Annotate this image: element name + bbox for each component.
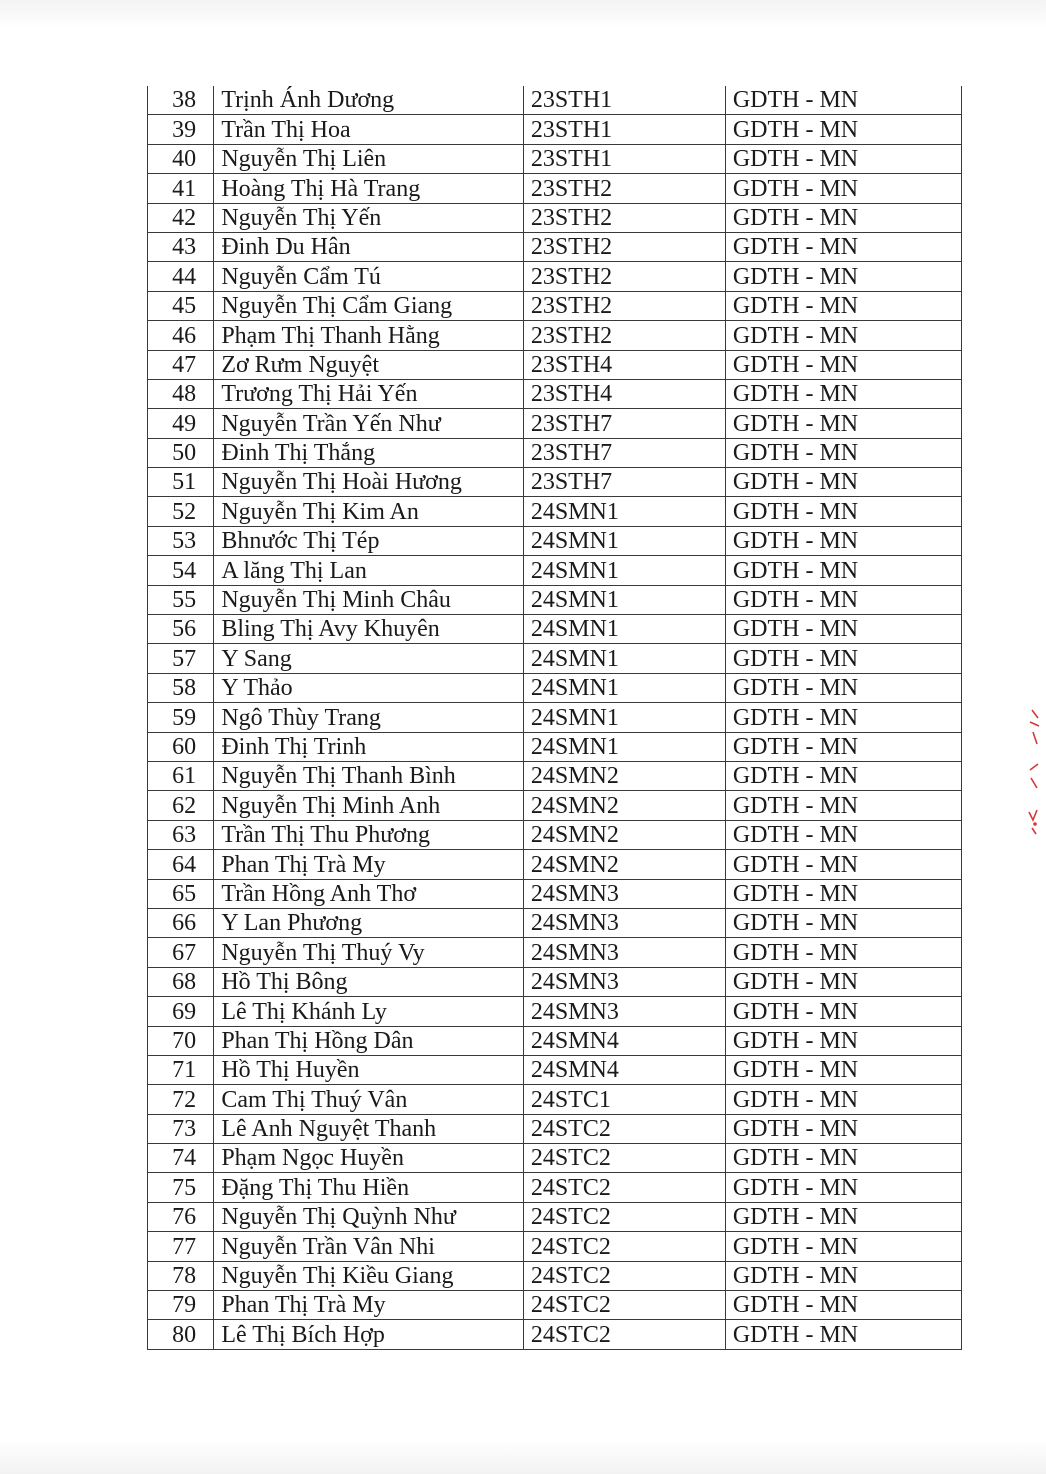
table-row bbox=[148, 879, 962, 908]
class-code: 23STH1 bbox=[523, 86, 725, 115]
row-number: 48 bbox=[148, 379, 214, 408]
faculty-code: GDTH - MN bbox=[725, 1144, 961, 1173]
class-code: 24STC2 bbox=[523, 1144, 725, 1173]
table-row bbox=[148, 409, 962, 438]
row-number: 57 bbox=[148, 644, 214, 673]
student-name: Đinh Thị Thắng bbox=[214, 438, 524, 467]
table-row bbox=[148, 967, 962, 996]
row-number: 67 bbox=[148, 938, 214, 967]
student-name: Đinh Du Hân bbox=[214, 232, 524, 261]
student-name: Lê Thị Bích Hợp bbox=[214, 1320, 524, 1349]
class-code: 24SMN2 bbox=[523, 820, 725, 849]
class-code: 23STH2 bbox=[523, 232, 725, 261]
row-number: 66 bbox=[148, 908, 214, 937]
student-name: Nguyễn Thị Cẩm Giang bbox=[214, 291, 524, 320]
table-row bbox=[148, 1144, 962, 1173]
row-number: 60 bbox=[148, 732, 214, 761]
class-code: 24SMN1 bbox=[523, 615, 725, 644]
student-name: Trịnh Ánh Dương bbox=[214, 86, 524, 115]
student-name: Hồ Thị Huyền bbox=[214, 1055, 524, 1084]
table-row bbox=[148, 203, 962, 232]
faculty-code: GDTH - MN bbox=[725, 1232, 961, 1261]
student-name: Bling Thị Avy Khuyên bbox=[214, 615, 524, 644]
row-number: 76 bbox=[148, 1202, 214, 1231]
student-name: Y Sang bbox=[214, 644, 524, 673]
class-code: 23STH7 bbox=[523, 468, 725, 497]
class-code: 24SMN2 bbox=[523, 761, 725, 790]
row-number: 42 bbox=[148, 203, 214, 232]
faculty-code: GDTH - MN bbox=[725, 791, 961, 820]
faculty-code: GDTH - MN bbox=[725, 144, 961, 173]
student-name: Phan Thị Trà My bbox=[214, 1291, 524, 1320]
faculty-code: GDTH - MN bbox=[725, 1055, 961, 1084]
student-name: Nguyễn Thị Quỳnh Như bbox=[214, 1202, 524, 1231]
faculty-code: GDTH - MN bbox=[725, 761, 961, 790]
faculty-code: GDTH - MN bbox=[725, 526, 961, 555]
student-name: Lê Anh Nguyệt Thanh bbox=[214, 1114, 524, 1143]
class-code: 24STC1 bbox=[523, 1085, 725, 1114]
row-number: 72 bbox=[148, 1085, 214, 1114]
table-row bbox=[148, 1261, 962, 1290]
row-number: 75 bbox=[148, 1173, 214, 1202]
table-row bbox=[148, 761, 962, 790]
class-code: 24SMN3 bbox=[523, 879, 725, 908]
faculty-code: GDTH - MN bbox=[725, 203, 961, 232]
student-name: Nguyễn Thị Kiều Giang bbox=[214, 1261, 524, 1290]
row-number: 63 bbox=[148, 820, 214, 849]
class-code: 24SMN3 bbox=[523, 997, 725, 1026]
faculty-code: GDTH - MN bbox=[725, 86, 961, 115]
table-row bbox=[148, 850, 962, 879]
student-name: Cam Thị Thuý Vân bbox=[214, 1085, 524, 1114]
faculty-code: GDTH - MN bbox=[725, 1320, 961, 1349]
table-row bbox=[148, 1232, 962, 1261]
faculty-code: GDTH - MN bbox=[725, 673, 961, 702]
table-row bbox=[148, 526, 962, 555]
class-code: 23STH2 bbox=[523, 174, 725, 203]
class-code: 24STC2 bbox=[523, 1114, 725, 1143]
student-name: Nguyễn Trần Yến Như bbox=[214, 409, 524, 438]
row-number: 80 bbox=[148, 1320, 214, 1349]
faculty-code: GDTH - MN bbox=[725, 262, 961, 291]
faculty-code: GDTH - MN bbox=[725, 850, 961, 879]
student-name: Hoàng Thị Hà Trang bbox=[214, 174, 524, 203]
row-number: 61 bbox=[148, 761, 214, 790]
faculty-code: GDTH - MN bbox=[725, 468, 961, 497]
table-row bbox=[148, 1291, 962, 1320]
student-name: Đặng Thị Thu Hiền bbox=[214, 1173, 524, 1202]
student-name: Đinh Thị Trinh bbox=[214, 732, 524, 761]
student-name: Trần Thị Hoa bbox=[214, 115, 524, 144]
student-name: Nguyễn Cẩm Tú bbox=[214, 262, 524, 291]
row-number: 71 bbox=[148, 1055, 214, 1084]
table-row bbox=[148, 556, 962, 585]
row-number: 49 bbox=[148, 409, 214, 438]
table-row bbox=[148, 350, 962, 379]
faculty-code: GDTH - MN bbox=[725, 997, 961, 1026]
class-code: 24SMN1 bbox=[523, 585, 725, 614]
student-name: Phan Thị Trà My bbox=[214, 850, 524, 879]
class-code: 24SMN1 bbox=[523, 703, 725, 732]
row-number: 79 bbox=[148, 1291, 214, 1320]
row-number: 65 bbox=[148, 879, 214, 908]
table-row bbox=[148, 144, 962, 173]
faculty-code: GDTH - MN bbox=[725, 1085, 961, 1114]
table-row bbox=[148, 820, 962, 849]
class-code: 24SMN1 bbox=[523, 732, 725, 761]
row-number: 44 bbox=[148, 262, 214, 291]
class-code: 23STH7 bbox=[523, 438, 725, 467]
class-code: 24SMN3 bbox=[523, 938, 725, 967]
table-row bbox=[148, 291, 962, 320]
row-number: 74 bbox=[148, 1144, 214, 1173]
student-name: Trương Thị Hải Yến bbox=[214, 379, 524, 408]
faculty-code: GDTH - MN bbox=[725, 732, 961, 761]
class-code: 24SMN1 bbox=[523, 556, 725, 585]
table-row bbox=[148, 673, 962, 702]
faculty-code: GDTH - MN bbox=[725, 1261, 961, 1290]
class-code: 23STH4 bbox=[523, 350, 725, 379]
table-row bbox=[148, 938, 962, 967]
class-code: 23STH1 bbox=[523, 115, 725, 144]
student-name: Trần Hồng Anh Thơ bbox=[214, 879, 524, 908]
faculty-code: GDTH - MN bbox=[725, 291, 961, 320]
row-number: 58 bbox=[148, 673, 214, 702]
student-name: Lê Thị Khánh Ly bbox=[214, 997, 524, 1026]
student-list-table bbox=[147, 86, 962, 1350]
student-name: Bhnước Thị Tép bbox=[214, 526, 524, 555]
class-code: 23STH7 bbox=[523, 409, 725, 438]
faculty-code: GDTH - MN bbox=[725, 703, 961, 732]
table-row bbox=[148, 1055, 962, 1084]
faculty-code: GDTH - MN bbox=[725, 1291, 961, 1320]
row-number: 45 bbox=[148, 291, 214, 320]
faculty-code: GDTH - MN bbox=[725, 232, 961, 261]
class-code: 24SMN1 bbox=[523, 497, 725, 526]
faculty-code: GDTH - MN bbox=[725, 967, 961, 996]
class-code: 24SMN4 bbox=[523, 1026, 725, 1055]
table-row bbox=[148, 1026, 962, 1055]
red-stamp-edge-icon bbox=[1024, 704, 1044, 844]
class-code: 24SMN3 bbox=[523, 967, 725, 996]
row-number: 56 bbox=[148, 615, 214, 644]
student-name: Nguyễn Thị Liên bbox=[214, 144, 524, 173]
faculty-code: GDTH - MN bbox=[725, 1026, 961, 1055]
table-row bbox=[148, 997, 962, 1026]
student-name: Phạm Ngọc Huyền bbox=[214, 1144, 524, 1173]
student-name: Nguyễn Thị Minh Châu bbox=[214, 585, 524, 614]
faculty-code: GDTH - MN bbox=[725, 1114, 961, 1143]
row-number: 78 bbox=[148, 1261, 214, 1290]
faculty-code: GDTH - MN bbox=[725, 379, 961, 408]
table-row bbox=[148, 174, 962, 203]
faculty-code: GDTH - MN bbox=[725, 644, 961, 673]
row-number: 51 bbox=[148, 468, 214, 497]
table-row bbox=[148, 232, 962, 261]
row-number: 73 bbox=[148, 1114, 214, 1143]
student-name: Nguyễn Thị Yến bbox=[214, 203, 524, 232]
table-row bbox=[148, 908, 962, 937]
student-name: Phan Thị Hồng Dân bbox=[214, 1026, 524, 1055]
student-name: Y Lan Phương bbox=[214, 908, 524, 937]
faculty-code: GDTH - MN bbox=[725, 585, 961, 614]
table-row bbox=[148, 115, 962, 144]
table-row bbox=[148, 615, 962, 644]
class-code: 23STH2 bbox=[523, 262, 725, 291]
table-row bbox=[148, 321, 962, 350]
faculty-code: GDTH - MN bbox=[725, 350, 961, 379]
row-number: 54 bbox=[148, 556, 214, 585]
row-number: 39 bbox=[148, 115, 214, 144]
table-row bbox=[148, 791, 962, 820]
table-row bbox=[148, 468, 962, 497]
class-code: 24SMN2 bbox=[523, 850, 725, 879]
class-code: 24SMN4 bbox=[523, 1055, 725, 1084]
faculty-code: GDTH - MN bbox=[725, 820, 961, 849]
table-row bbox=[148, 1114, 962, 1143]
class-code: 24SMN1 bbox=[523, 673, 725, 702]
faculty-code: GDTH - MN bbox=[725, 1202, 961, 1231]
row-number: 50 bbox=[148, 438, 214, 467]
row-number: 70 bbox=[148, 1026, 214, 1055]
row-number: 68 bbox=[148, 967, 214, 996]
faculty-code: GDTH - MN bbox=[725, 115, 961, 144]
table-row bbox=[148, 585, 962, 614]
row-number: 77 bbox=[148, 1232, 214, 1261]
faculty-code: GDTH - MN bbox=[725, 1173, 961, 1202]
faculty-code: GDTH - MN bbox=[725, 409, 961, 438]
row-number: 64 bbox=[148, 850, 214, 879]
table-row bbox=[148, 644, 962, 673]
table-row bbox=[148, 438, 962, 467]
row-number: 47 bbox=[148, 350, 214, 379]
table-row bbox=[148, 379, 962, 408]
row-number: 55 bbox=[148, 585, 214, 614]
class-code: 24SMN3 bbox=[523, 908, 725, 937]
student-list-body bbox=[148, 86, 962, 1349]
faculty-code: GDTH - MN bbox=[725, 321, 961, 350]
student-name: Nguyễn Trần Vân Nhi bbox=[214, 1232, 524, 1261]
student-name: Phạm Thị Thanh Hằng bbox=[214, 321, 524, 350]
student-name: A lăng Thị Lan bbox=[214, 556, 524, 585]
table-row bbox=[148, 1320, 962, 1349]
student-name: Nguyễn Thị Kim An bbox=[214, 497, 524, 526]
faculty-code: GDTH - MN bbox=[725, 438, 961, 467]
table-row bbox=[148, 732, 962, 761]
class-code: 24STC2 bbox=[523, 1173, 725, 1202]
table-row bbox=[148, 262, 962, 291]
faculty-code: GDTH - MN bbox=[725, 879, 961, 908]
faculty-code: GDTH - MN bbox=[725, 497, 961, 526]
class-code: 23STH2 bbox=[523, 321, 725, 350]
faculty-code: GDTH - MN bbox=[725, 174, 961, 203]
class-code: 24STC2 bbox=[523, 1320, 725, 1349]
faculty-code: GDTH - MN bbox=[725, 908, 961, 937]
faculty-code: GDTH - MN bbox=[725, 556, 961, 585]
row-number: 53 bbox=[148, 526, 214, 555]
class-code: 23STH2 bbox=[523, 291, 725, 320]
table-row bbox=[148, 1173, 962, 1202]
class-code: 24STC2 bbox=[523, 1202, 725, 1231]
row-number: 46 bbox=[148, 321, 214, 350]
student-name: Nguyễn Thị Thuý Vy bbox=[214, 938, 524, 967]
row-number: 52 bbox=[148, 497, 214, 526]
table-row bbox=[148, 497, 962, 526]
class-code: 24STC2 bbox=[523, 1291, 725, 1320]
row-number: 62 bbox=[148, 791, 214, 820]
student-name: Ngô Thùy Trang bbox=[214, 703, 524, 732]
class-code: 24STC2 bbox=[523, 1261, 725, 1290]
row-number: 59 bbox=[148, 703, 214, 732]
student-name: Hồ Thị Bông bbox=[214, 967, 524, 996]
faculty-code: GDTH - MN bbox=[725, 938, 961, 967]
student-name: Nguyễn Thị Minh Anh bbox=[214, 791, 524, 820]
class-code: 24SMN1 bbox=[523, 644, 725, 673]
row-number: 40 bbox=[148, 144, 214, 173]
row-number: 69 bbox=[148, 997, 214, 1026]
student-name: Trần Thị Thu Phương bbox=[214, 820, 524, 849]
class-code: 24SMN1 bbox=[523, 526, 725, 555]
class-code: 24STC2 bbox=[523, 1232, 725, 1261]
faculty-code: GDTH - MN bbox=[725, 615, 961, 644]
student-name: Nguyễn Thị Thanh Bình bbox=[214, 761, 524, 790]
class-code: 24SMN2 bbox=[523, 791, 725, 820]
student-name: Nguyễn Thị Hoài Hương bbox=[214, 468, 524, 497]
table-row bbox=[148, 1085, 962, 1114]
class-code: 23STH2 bbox=[523, 203, 725, 232]
class-code: 23STH1 bbox=[523, 144, 725, 173]
table-row bbox=[148, 86, 962, 115]
class-code: 23STH4 bbox=[523, 379, 725, 408]
row-number: 43 bbox=[148, 232, 214, 261]
student-name: Y Thảo bbox=[214, 673, 524, 702]
table-row bbox=[148, 1202, 962, 1231]
table-row bbox=[148, 703, 962, 732]
row-number: 38 bbox=[148, 86, 214, 115]
row-number: 41 bbox=[148, 174, 214, 203]
student-name: Zơ Rưm Nguyệt bbox=[214, 350, 524, 379]
